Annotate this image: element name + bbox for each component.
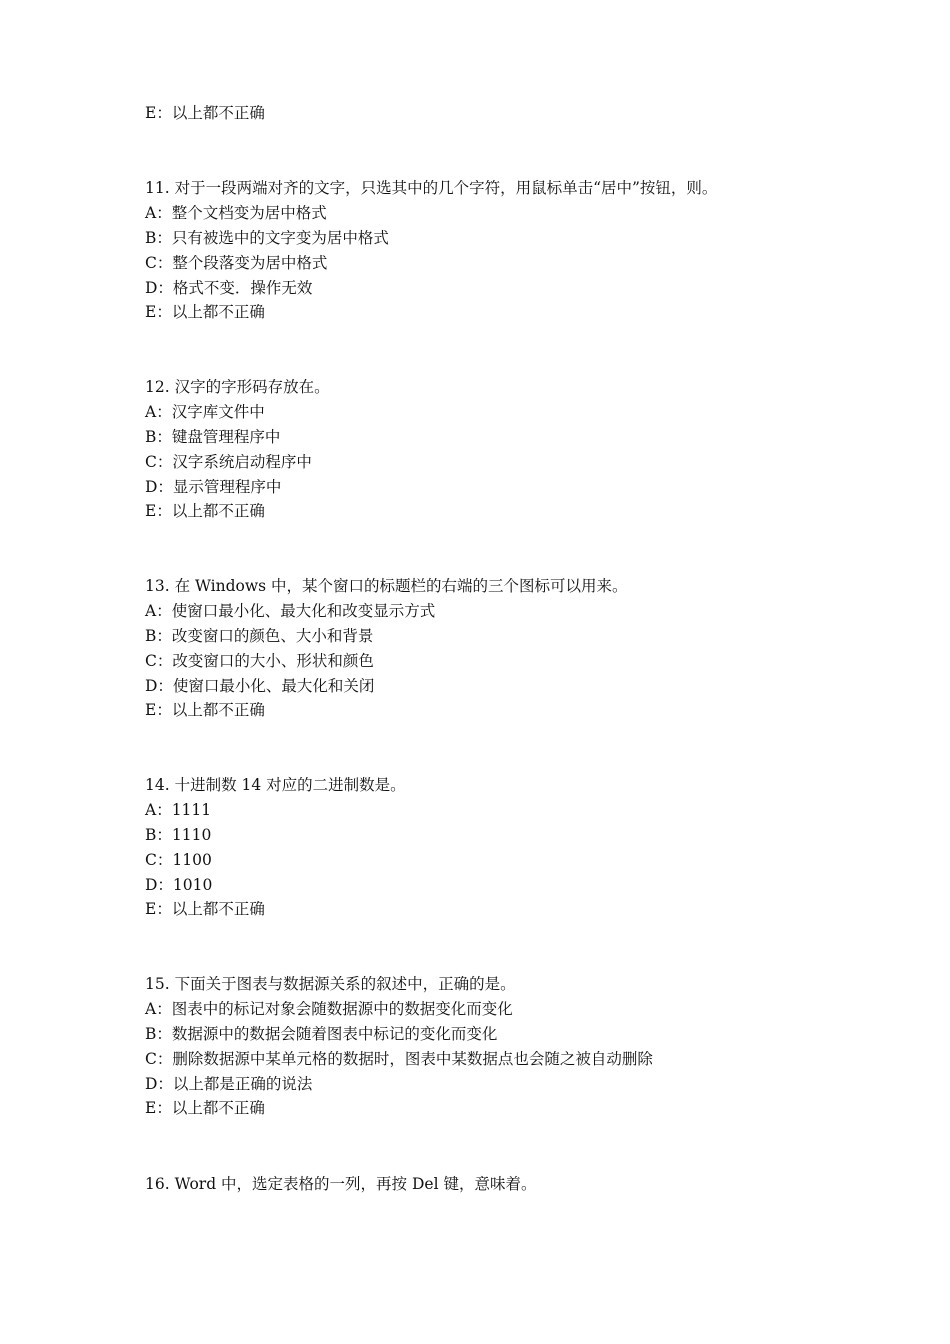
option-d: D：以上都是正确的说法 bbox=[145, 1075, 313, 1093]
option-d: D：显示管理程序中 bbox=[145, 478, 282, 496]
option-e: E：以上都不正确 bbox=[145, 900, 265, 918]
question-14: 14. 十进制数 14 对应的二进制数是。 bbox=[145, 776, 406, 794]
option-e: E：以上都不正确 bbox=[145, 502, 265, 520]
option-c: C：整个段落变为居中格式 bbox=[145, 254, 328, 272]
option-b: B：1110 bbox=[145, 826, 212, 844]
option-a: A：使窗口最小化、最大化和改变显示方式 bbox=[145, 602, 436, 620]
option-a: A：图表中的标记对象会随数据源中的数据变化而变化 bbox=[145, 1000, 513, 1018]
option-c: C：删除数据源中某单元格的数据时，图表中某数据点也会随之被自动删除 bbox=[145, 1050, 653, 1068]
option-a: A：1111 bbox=[145, 801, 212, 819]
option-c: C：1100 bbox=[145, 851, 212, 869]
option-b: B：只有被选中的文字变为居中格式 bbox=[145, 229, 389, 247]
question-12: 12. 汉字的字形码存放在。 bbox=[145, 378, 330, 396]
option-b: B：改变窗口的颜色、大小和背景 bbox=[145, 627, 374, 645]
question-11: 11. 对于一段两端对齐的文字，只选其中的几个字符，用鼠标单击“居中”按钮，则。 bbox=[145, 179, 718, 197]
option-c: C：改变窗口的大小、形状和颜色 bbox=[145, 652, 374, 670]
option-e: E：以上都不正确 bbox=[145, 701, 265, 719]
option-d: D：使窗口最小化、最大化和关闭 bbox=[145, 677, 375, 695]
option-b: B：键盘管理程序中 bbox=[145, 428, 281, 446]
option-d: D：1010 bbox=[145, 876, 213, 894]
option-c: C：汉字系统启动程序中 bbox=[145, 453, 312, 471]
option-b: B：数据源中的数据会随着图表中标记的变化而变化 bbox=[145, 1025, 498, 1043]
option-e: E：以上都不正确 bbox=[145, 1099, 265, 1117]
question-16: 16. Word 中，选定表格的一列，再按 Del 键，意味着。 bbox=[145, 1175, 537, 1193]
option-a: A：整个文档变为居中格式 bbox=[145, 204, 327, 222]
option-d: D：格式不变．操作无效 bbox=[145, 279, 313, 297]
option-e: E：以上都不正确 bbox=[145, 303, 265, 321]
question-13: 13. 在 Windows 中，某个窗口的标题栏的右端的三个图标可以用来。 bbox=[145, 577, 628, 595]
option-a: A：汉字库文件中 bbox=[145, 403, 265, 421]
option-e: E：以上都不正确 bbox=[145, 104, 265, 122]
question-15: 15. 下面关于图表与数据源关系的叙述中，正确的是。 bbox=[145, 975, 516, 993]
